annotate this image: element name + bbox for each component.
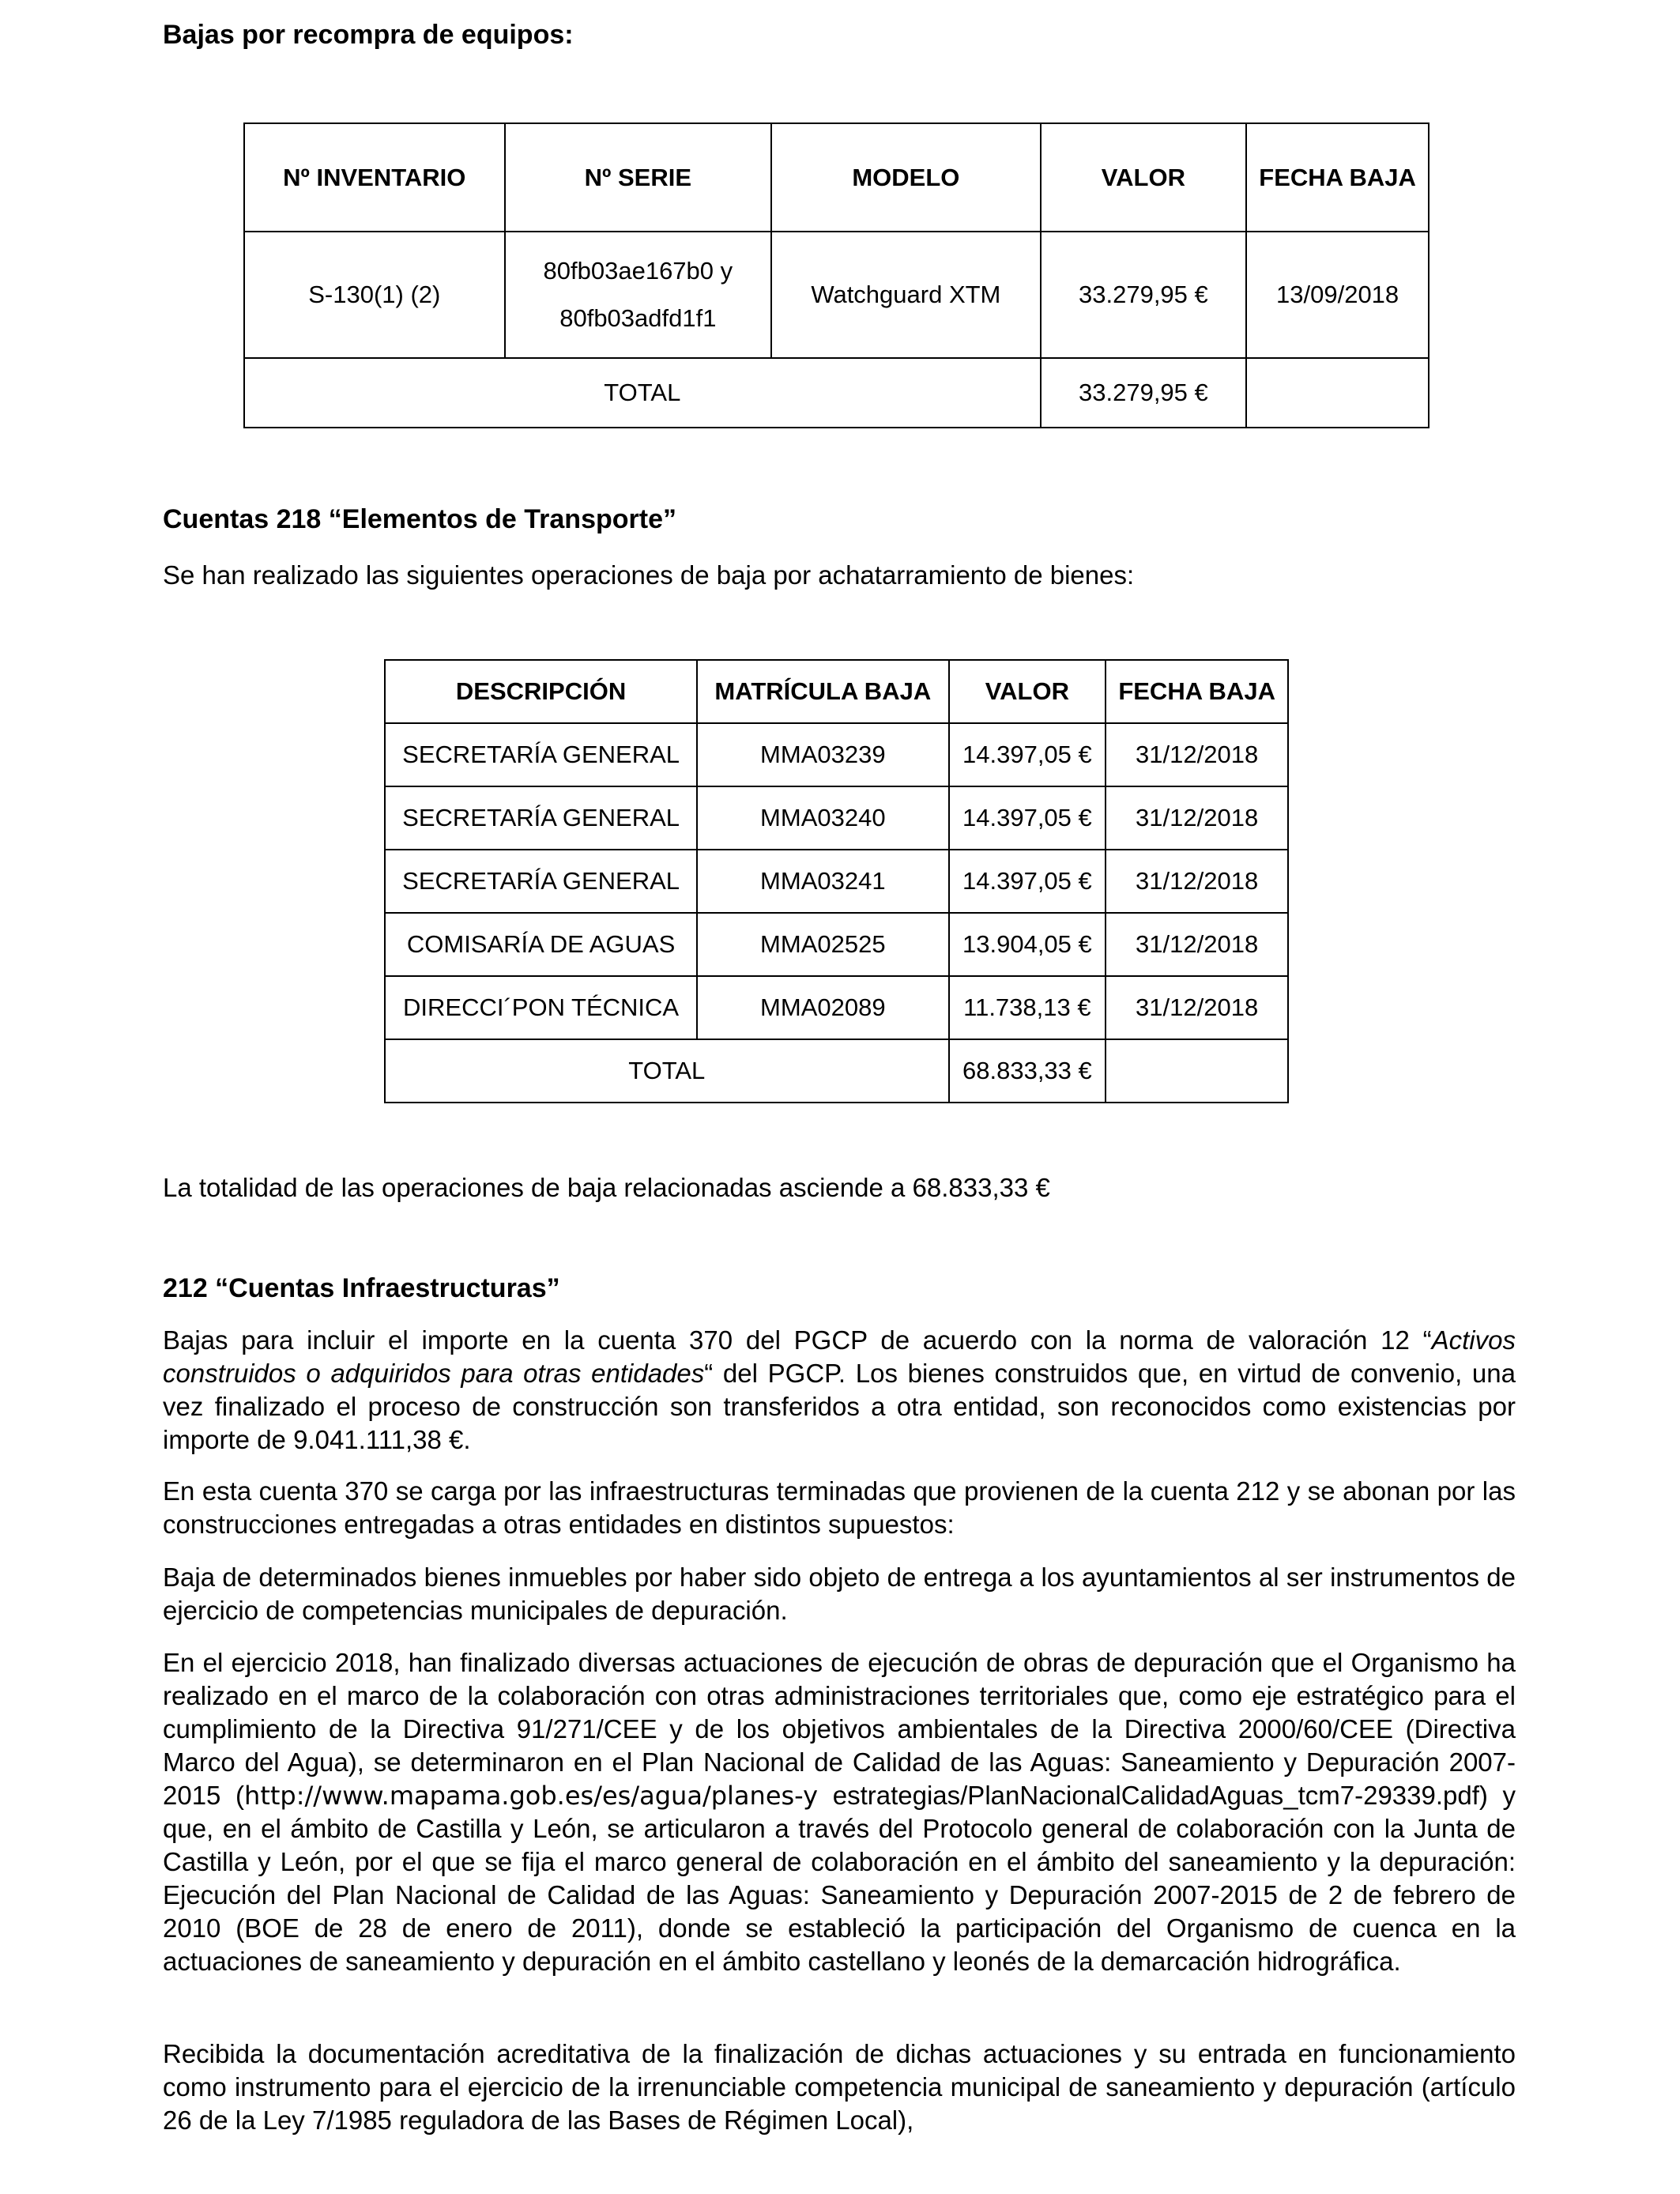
p4-text-a: En el ejercicio 2018, han finalizado diversas actuaciones de ejecución de obras de depuración que el Organismo ha realizado en el marco de la colaboración con otras administraciones territoriales que, como eje estratégico para el cumplimiento de la Directiva 91/271/CEE y de los objetivos ambientales de la Directiva 2000/60/CEE (Directiva Marco del Agua), se determinaron en el Plan Nacional de Calidad de las Aguas: Saneamiento y Depuración 2007-2015 ( [163,1648,1516,1810]
paragraph-2: En esta cuenta 370 se carga por las infraestructuras terminadas que provienen de la cuenta 212 y se abonan por las construcciones entregadas a otras entidades en distintos supuestos: [163,1476,1516,1539]
cell-descripcion: DIRECCI´PON TÉCNICA [385,976,697,1039]
header-inventario: Nº INVENTARIO [244,123,505,232]
header-modelo: MODELO [771,123,1040,232]
heading-bajas-recompra: Bajas por recompra de equipos: [163,20,574,50]
table-header-row [385,660,1288,723]
paragraph-5: Recibida la documentación acreditativa de la finalización de dichas actuaciones y su entrada en funcionamiento como instrumento para el ejercicio de la irrenunciable competencia municipal de saneamiento y depuración (artículo 26 de la Ley 7/1985 reguladora de las Bases de Régimen Local), [163,2039,1516,2135]
table-header-row [244,123,1429,232]
header-valor: VALOR [1041,123,1247,232]
table-row [385,850,1288,913]
serie-line-1: 80fb03ae167b0 y [543,257,733,285]
cell-fecha: 31/12/2018 [1106,976,1288,1039]
heading-cuentas-212: 212 “Cuentas Infraestructuras” [163,1273,560,1303]
cell-fecha: 31/12/2018 [1106,723,1288,786]
cell-matricula: MMA03240 [697,786,948,850]
cell-valor: 14.397,05 € [949,723,1106,786]
cell-inventario: S-130(1) (2) [244,232,505,358]
table-bajas-recompra [243,123,1430,428]
table-elementos-transporte [384,659,1289,1103]
header-fecha: FECHA BAJA [1246,123,1429,232]
cell-fecha: 31/12/2018 [1106,913,1288,976]
cell-matricula: MMA02525 [697,913,948,976]
p1-text-b: “ del PGCP. Los bienes construidos que, en virtud de convenio, una vez finalizado el proceso de construcción son transferidos a otra entidad, son reconocidos como existencias por importe de 9.041.111,38 €. [163,1359,1516,1454]
header-serie: Nº SERIE [505,123,772,232]
table-total-row [244,358,1429,428]
cell-valor: 14.397,05 € [949,850,1106,913]
total-value: 33.279,95 € [1041,358,1247,428]
table-row [385,913,1288,976]
serie-line-2: 80fb03adfd1f1 [559,304,717,332]
paragraph-1 [163,1324,1516,1457]
cell-matricula: MMA03239 [697,723,948,786]
cell-modelo: Watchguard XTM [771,232,1040,358]
cell-valor: 11.738,13 € [949,976,1106,1039]
p4-url[interactable]: http://www.mapama.gob.es/es/agua/planes-y [244,1781,819,1811]
cell-fecha: 31/12/2018 [1106,850,1288,913]
cell-descripcion: SECRETARÍA GENERAL [385,723,697,786]
header-descripcion: DESCRIPCIÓN [385,660,697,723]
heading-cuentas-218: Cuentas 218 “Elementos de Transporte” [163,504,676,534]
cell-matricula: MMA03241 [697,850,948,913]
total-label: TOTAL [244,358,1041,428]
total-value: 68.833,33 € [949,1039,1106,1103]
cell-valor: 33.279,95 € [1041,232,1247,358]
cell-descripcion: SECRETARÍA GENERAL [385,786,697,850]
cell-descripcion: SECRETARÍA GENERAL [385,850,697,913]
cell-matricula: MMA02089 [697,976,948,1039]
total-empty [1106,1039,1288,1103]
total-label: TOTAL [385,1039,949,1103]
total-empty [1246,358,1429,428]
cell-fecha: 13/09/2018 [1246,232,1429,358]
header-matricula: MATRÍCULA BAJA [697,660,948,723]
cell-serie [505,232,772,358]
header-valor: VALOR [949,660,1106,723]
intro-218: Se han realizado las siguientes operaciones de baja por achatarramiento de bienes: [163,560,1135,590]
table-row [385,976,1288,1039]
p1-text-a: Bajas para incluir el importe en la cuenta 370 del PGCP de acuerdo con la norma de valoración 12 “ [163,1325,1432,1355]
summary-218: La totalidad de las operaciones de baja relacionadas asciende a 68.833,33 € [163,1173,1050,1202]
cell-valor: 14.397,05 € [949,786,1106,850]
p4-text-b: estrategias/PlanNacionalCalidadAguas_tcm7-29339.pdf) y que, en el ámbito de Castilla y León, se articularon a través del Protocolo general de colaboración con la Junta de Castilla y León, por el que se fija el marco general de colaboración en el ámbito del saneamiento y la depuración: Ejecución del Plan Nacional de Calidad de las Aguas: Saneamiento y Depuración 2007-2015 de 2 de febrero de 2010 (BOE de 28 de enero de 2011), donde se estableció la participación del Organismo de cuenca en la actuaciones de saneamiento y depuración en el ámbito castellano y leonés de la demarcación hidrográfica. [163,1781,1516,1976]
table-row [385,786,1288,850]
cell-descripcion: COMISARÍA DE AGUAS [385,913,697,976]
table-row [244,232,1429,358]
header-fecha: FECHA BAJA [1106,660,1288,723]
table-total-row [385,1039,1288,1103]
table-row [385,723,1288,786]
p1-italic: Activos construidos o adquiridos para otras entidades [163,1325,1516,1388]
cell-fecha: 31/12/2018 [1106,786,1288,850]
cell-valor: 13.904,05 € [949,913,1106,976]
paragraph-4 [163,1646,1516,1978]
paragraph-3: Baja de determinados bienes inmuebles por haber sido objeto de entrega a los ayuntamientos al ser instrumentos de ejercicio de competencias municipales de depuración. [163,1563,1516,1625]
